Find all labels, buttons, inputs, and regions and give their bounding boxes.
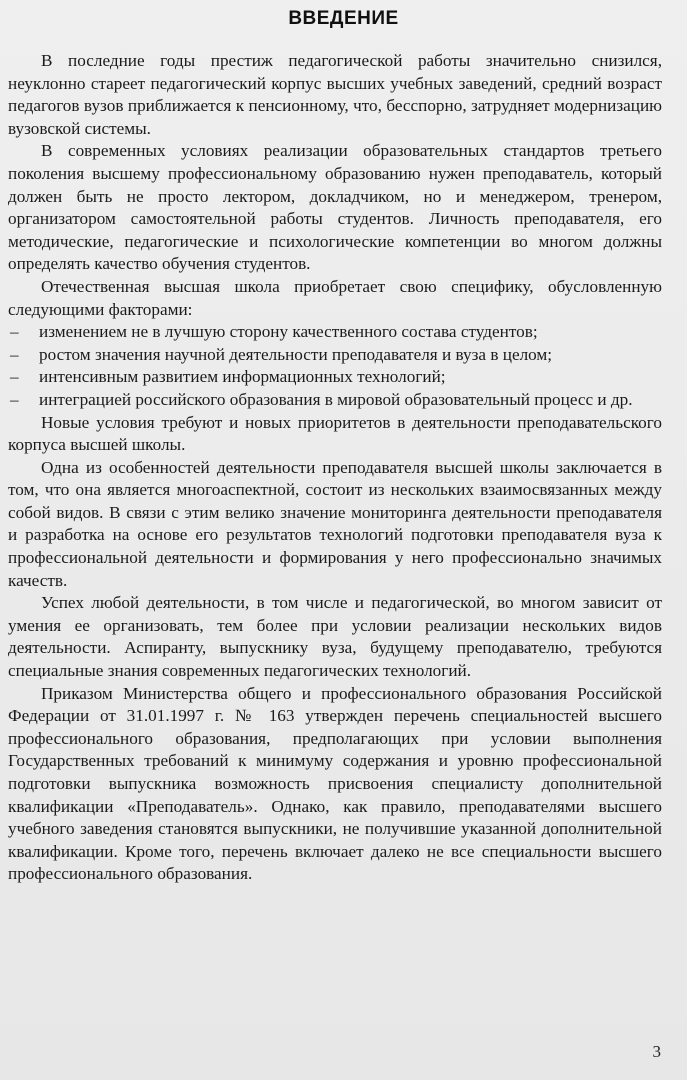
list-item [8, 321, 662, 344]
list-item [8, 389, 662, 412]
paragraph: В современных условиях реализации образовательных стандартов третьего поколения высшему профессиональному образованию нужен преподаватель, который должен быть не просто лектором, докладчиком, но и менеджером, тренером, организатором самостоятельной работы студентов. Личность преподавателя, его методические, педагогические и психологические компетенции во многом должны определять качество обучения студентов. [8, 141, 662, 274]
list-item-text: ростом значения научной деятельности преподавателя и вуза в целом; [39, 344, 553, 364]
list-item-text: интенсивным развитием информационных технологий; [39, 367, 446, 387]
list-marker: – [10, 322, 19, 342]
paragraph: Приказом Министерства общего и профессионального образования Российской Федерации от 31.01.1997 г. № 163 утвержден перечень специальностей высшего профессионального образования, предполагающих при условии выполнения Государственных требований к минимуму содержания и уровню профессиональной подготовки выпускника возможность присвоения специалисту дополнительной квалификации «Преподаватель». Однако, как правило, преподавателями высшего учебного заведения становятся выпускники, не получившие указанной дополнительной квалификации. Кроме того, перечень включает далеко не все специальности высшего профессионального образования. [8, 683, 662, 884]
list-marker: – [10, 367, 19, 387]
paragraph: Новые условия требуют и новых приоритетов в деятельности преподавательского корпуса высшей школы. [8, 412, 662, 455]
page-title: ВВЕДЕНИЕ [288, 8, 399, 29]
factors-list [8, 321, 662, 411]
list-item [8, 366, 662, 389]
paragraph: В последние годы престиж педагогической работы значительно снизился, неуклонно стареет педагогический корпус высших учебных заведений, средний возраст педагогов вузов приближается к пенсионному, что, бесспорно, затрудняет модернизацию вузовской системы. [8, 51, 662, 138]
paragraph: Одна из особенностей деятельности преподавателя высшей школы заключается в том, что она является многоаспектной, состоит из нескольких взаимосвязанных между собой видов. В связи с этим велико значение мониторинга деятельности преподавателя и разработка на основе его результатов технологий подготовки преподавателя вуза к профессиональной деятельности и формирования у него профессионально значимых качеств. [8, 457, 662, 590]
page-content [8, 50, 662, 886]
list-marker: – [10, 389, 19, 409]
paragraph: Успех любой деятельности, в том числе и педагогической, во многом зависит от умения ее организовать, тем более при условии реализации нескольких видов деятельности. Аспиранту, выпускнику вуза, будущему преподавателю, требуются специальные знания современных педагогических технологий. [8, 593, 662, 681]
paragraph: Отечественная высшая школа приобретает свою специфику, обусловленную следующими факторами: [8, 276, 662, 319]
page-number: 3 [652, 1042, 661, 1061]
list-item-text: интеграцией российского образования в мировой образовательный процесс и др. [39, 389, 633, 409]
list-item [8, 344, 662, 367]
list-item-text: изменением не в лучшую сторону качественного состава студентов; [39, 322, 538, 342]
list-marker: – [10, 344, 19, 364]
